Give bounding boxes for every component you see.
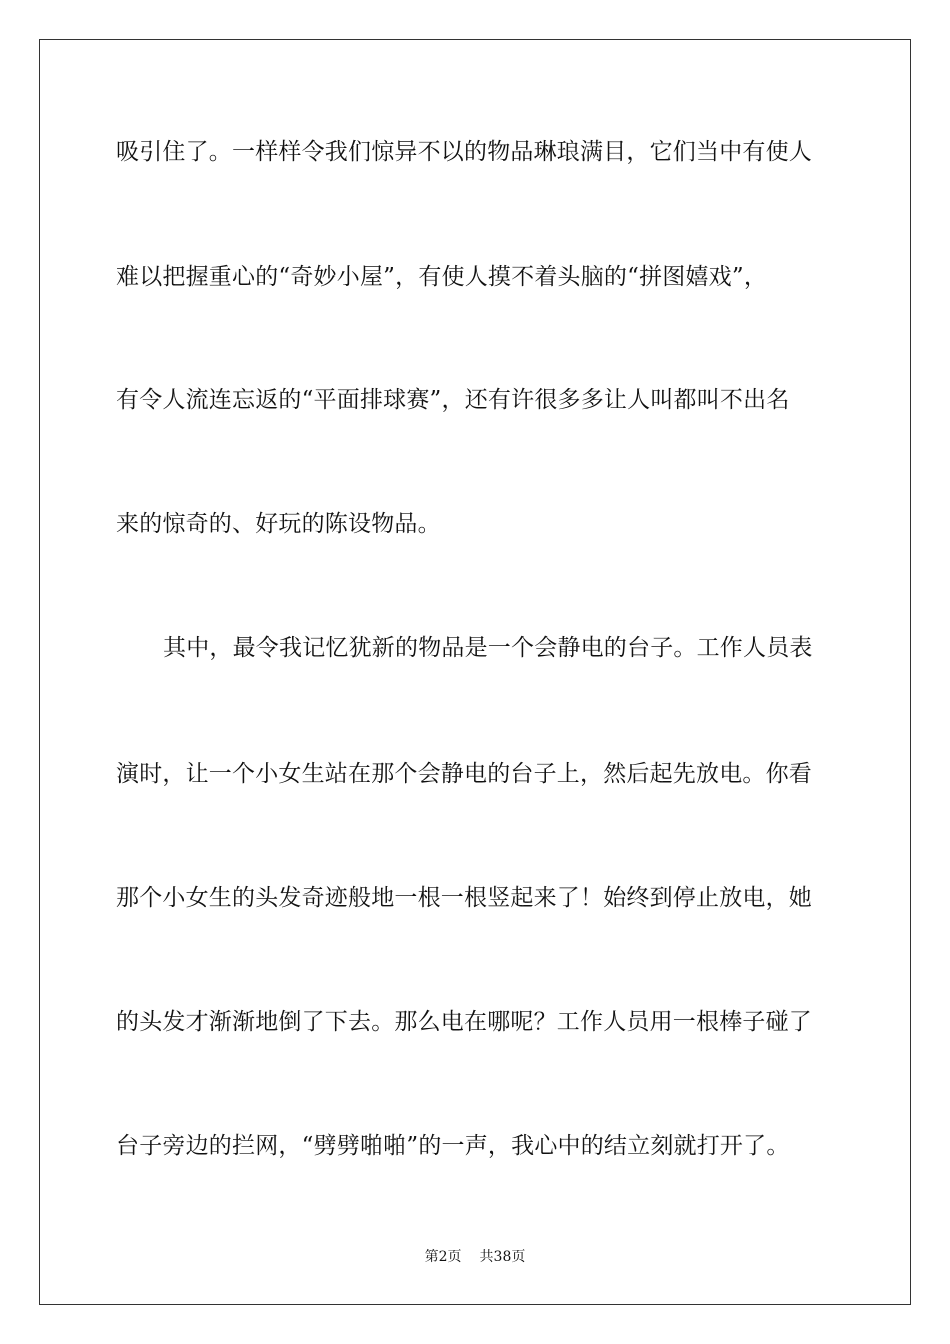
page-total: 共38页	[479, 1249, 526, 1265]
page-number: 第2页	[424, 1249, 462, 1265]
text-line: 的头发才渐渐地倒了下去。那么电在哪呢？工作人员用一根棒子碰了	[116, 1009, 812, 1035]
text-line: 难以把握重心的“奇妙小屋”，有使人摸不着头脑的“拼图嬉戏”，	[116, 264, 768, 290]
text-line: 吸引住了。一样样令我们惊异不以的物品琳琅满目，它们当中有使人	[116, 139, 812, 165]
text-line: 有令人流连忘返的“平面排球赛”，还有许很多多让人叫都叫不出名	[116, 387, 790, 413]
page-border	[39, 39, 911, 1305]
text-line: 台子旁边的拦网，“劈劈啪啪”的一声，我心中的结立刻就打开了。	[116, 1133, 790, 1159]
page-footer	[0, 1248, 950, 1266]
text-line: 其中，最令我记忆犹新的物品是一个会静电的台子。工作人员表	[163, 635, 813, 661]
text-line: 那个小女生的头发奇迹般地一根一根竖起来了！始终到停止放电，她	[116, 885, 812, 911]
text-line: 演时，让一个小女生站在那个会静电的台子上，然后起先放电。你看	[116, 761, 812, 787]
text-line: 来的惊奇的、好玩的陈设物品。	[116, 511, 441, 537]
